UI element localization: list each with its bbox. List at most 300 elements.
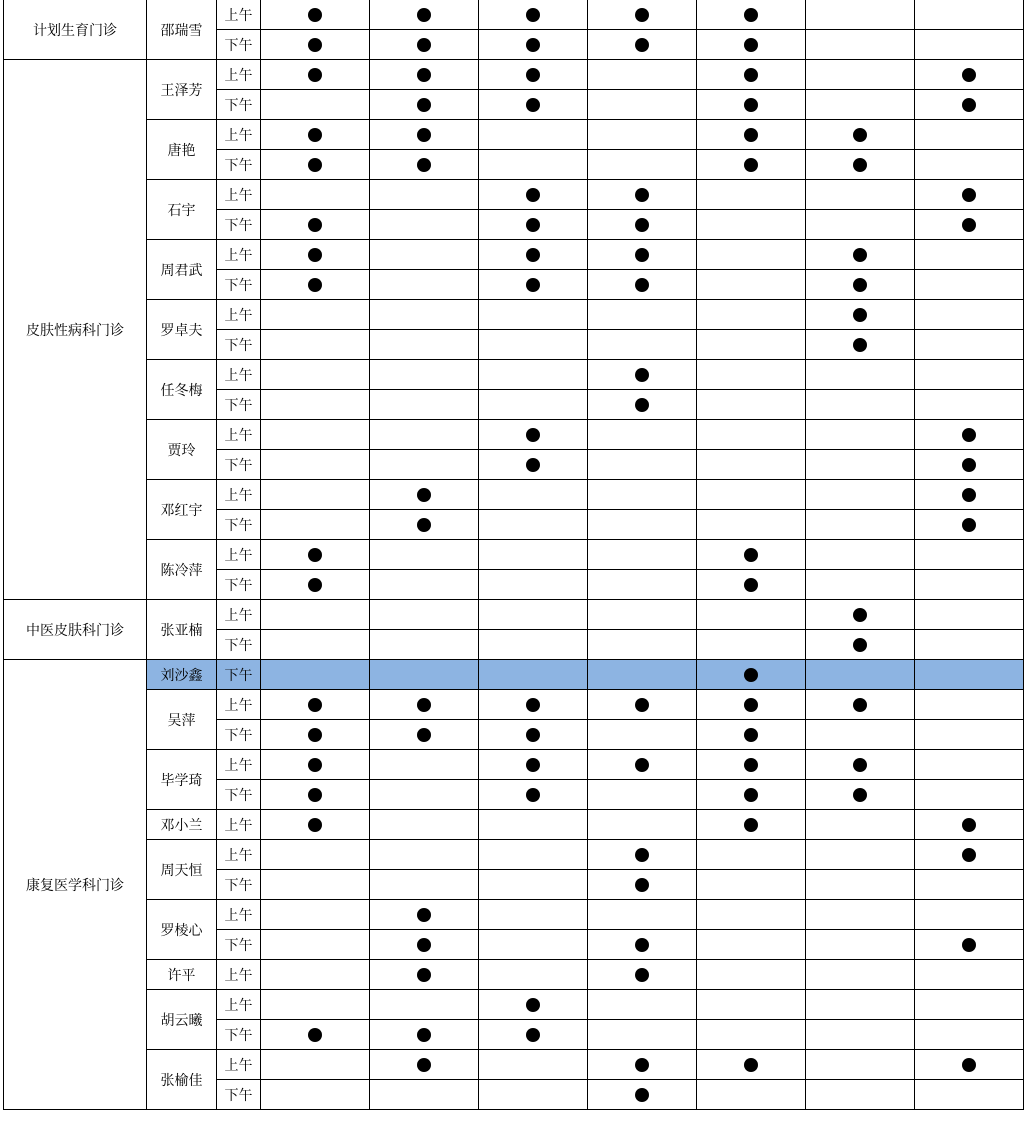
doctor-name-cell: 任冬梅	[147, 360, 217, 420]
slot-cell	[261, 330, 370, 360]
slot-cell	[261, 90, 370, 120]
filled-circle-icon	[526, 1028, 540, 1042]
filled-circle-icon	[526, 998, 540, 1012]
doctor-name-cell: 周天恒	[147, 840, 217, 900]
slot-cell	[806, 1080, 915, 1110]
slot-cell	[261, 930, 370, 960]
slot-cell	[479, 780, 588, 810]
slot-cell	[261, 690, 370, 720]
filled-circle-icon	[853, 788, 867, 802]
slot-cell	[261, 630, 370, 660]
slot-cell	[370, 120, 479, 150]
slot-cell	[588, 870, 697, 900]
slot-cell	[479, 810, 588, 840]
slot-cell	[479, 1050, 588, 1080]
doctor-name-cell: 刘沙鑫	[147, 660, 217, 690]
period-cell: 上午	[217, 600, 261, 630]
filled-circle-icon	[526, 728, 540, 742]
filled-circle-icon	[635, 278, 649, 292]
slot-cell	[479, 0, 588, 30]
department-cell: 计划生育门诊	[4, 0, 147, 60]
period-cell: 下午	[217, 510, 261, 540]
filled-circle-icon	[308, 818, 322, 832]
filled-circle-icon	[526, 278, 540, 292]
slot-cell	[915, 930, 1024, 960]
slot-cell	[806, 630, 915, 660]
slot-cell	[261, 1020, 370, 1050]
period-cell: 上午	[217, 480, 261, 510]
slot-cell	[588, 30, 697, 60]
slot-cell	[697, 570, 806, 600]
period-cell: 上午	[217, 750, 261, 780]
slot-cell	[588, 960, 697, 990]
slot-cell	[588, 720, 697, 750]
slot-cell	[915, 120, 1024, 150]
slot-cell	[588, 210, 697, 240]
filled-circle-icon	[853, 698, 867, 712]
slot-cell	[370, 150, 479, 180]
slot-cell	[588, 240, 697, 270]
filled-circle-icon	[308, 698, 322, 712]
period-cell: 下午	[217, 210, 261, 240]
slot-cell	[806, 960, 915, 990]
slot-cell	[370, 90, 479, 120]
slot-cell	[915, 630, 1024, 660]
slot-cell	[915, 90, 1024, 120]
slot-cell	[806, 720, 915, 750]
slot-cell	[806, 30, 915, 60]
doctor-name-cell: 石宇	[147, 180, 217, 240]
slot-cell	[915, 1080, 1024, 1110]
filled-circle-icon	[853, 338, 867, 352]
slot-cell	[915, 990, 1024, 1020]
slot-cell	[261, 270, 370, 300]
slot-cell	[479, 420, 588, 450]
slot-cell	[806, 540, 915, 570]
slot-cell	[479, 480, 588, 510]
slot-cell	[261, 900, 370, 930]
slot-cell	[697, 0, 806, 30]
slot-cell	[697, 1050, 806, 1080]
filled-circle-icon	[417, 38, 431, 52]
filled-circle-icon	[962, 188, 976, 202]
slot-cell	[915, 0, 1024, 30]
slot-cell	[806, 810, 915, 840]
slot-cell	[370, 0, 479, 30]
filled-circle-icon	[635, 1088, 649, 1102]
filled-circle-icon	[308, 788, 322, 802]
slot-cell	[261, 1080, 370, 1110]
filled-circle-icon	[308, 128, 322, 142]
slot-cell	[370, 870, 479, 900]
slot-cell	[806, 750, 915, 780]
slot-cell	[261, 0, 370, 30]
slot-cell	[697, 870, 806, 900]
slot-cell	[479, 330, 588, 360]
slot-cell	[479, 630, 588, 660]
doctor-name-cell: 邓小兰	[147, 810, 217, 840]
slot-cell	[479, 180, 588, 210]
slot-cell	[370, 960, 479, 990]
slot-cell	[479, 1020, 588, 1050]
table-row	[4, 360, 1024, 390]
slot-cell	[588, 480, 697, 510]
filled-circle-icon	[308, 218, 322, 232]
doctor-name-cell: 吴萍	[147, 690, 217, 750]
slot-cell	[697, 390, 806, 420]
period-cell: 上午	[217, 690, 261, 720]
filled-circle-icon	[308, 578, 322, 592]
table-row	[4, 180, 1024, 210]
filled-circle-icon	[308, 758, 322, 772]
filled-circle-icon	[308, 278, 322, 292]
slot-cell	[479, 30, 588, 60]
period-cell: 上午	[217, 960, 261, 990]
filled-circle-icon	[853, 758, 867, 772]
slot-cell	[261, 450, 370, 480]
period-cell: 上午	[217, 180, 261, 210]
filled-circle-icon	[417, 728, 431, 742]
table-row	[4, 600, 1024, 630]
filled-circle-icon	[526, 248, 540, 262]
filled-circle-icon	[526, 458, 540, 472]
slot-cell	[697, 810, 806, 840]
filled-circle-icon	[853, 308, 867, 322]
filled-circle-icon	[744, 158, 758, 172]
slot-cell	[697, 90, 806, 120]
slot-cell	[915, 480, 1024, 510]
slot-cell	[261, 510, 370, 540]
slot-cell	[479, 360, 588, 390]
filled-circle-icon	[962, 848, 976, 862]
table-row	[4, 540, 1024, 570]
slot-cell	[370, 750, 479, 780]
filled-circle-icon	[526, 68, 540, 82]
filled-circle-icon	[417, 908, 431, 922]
slot-cell	[915, 150, 1024, 180]
slot-cell	[588, 750, 697, 780]
filled-circle-icon	[635, 38, 649, 52]
filled-circle-icon	[635, 848, 649, 862]
filled-circle-icon	[308, 68, 322, 82]
schedule-table	[3, 0, 1024, 1110]
slot-cell	[915, 360, 1024, 390]
filled-circle-icon	[526, 788, 540, 802]
filled-circle-icon	[744, 668, 758, 682]
slot-cell	[370, 720, 479, 750]
table-row	[4, 480, 1024, 510]
slot-cell	[370, 390, 479, 420]
slot-cell	[697, 240, 806, 270]
slot-cell	[806, 300, 915, 330]
filled-circle-icon	[744, 98, 758, 112]
slot-cell	[588, 930, 697, 960]
slot-cell	[479, 960, 588, 990]
slot-cell	[915, 1020, 1024, 1050]
table-row	[4, 240, 1024, 270]
doctor-name-cell: 周君武	[147, 240, 217, 300]
filled-circle-icon	[635, 1058, 649, 1072]
filled-circle-icon	[744, 68, 758, 82]
slot-cell	[915, 660, 1024, 690]
slot-cell	[697, 150, 806, 180]
filled-circle-icon	[417, 68, 431, 82]
slot-cell	[479, 600, 588, 630]
slot-cell	[588, 990, 697, 1020]
slot-cell	[806, 780, 915, 810]
slot-cell	[697, 270, 806, 300]
slot-cell	[479, 900, 588, 930]
slot-cell	[588, 510, 697, 540]
period-cell: 上午	[217, 900, 261, 930]
slot-cell	[479, 240, 588, 270]
period-cell: 下午	[217, 870, 261, 900]
slot-cell	[588, 330, 697, 360]
filled-circle-icon	[417, 488, 431, 502]
slot-cell	[370, 480, 479, 510]
filled-circle-icon	[744, 578, 758, 592]
slot-cell	[479, 720, 588, 750]
slot-cell	[588, 0, 697, 30]
slot-cell	[370, 420, 479, 450]
table-row	[4, 300, 1024, 330]
period-cell: 上午	[217, 810, 261, 840]
filled-circle-icon	[744, 758, 758, 772]
slot-cell	[479, 840, 588, 870]
filled-circle-icon	[962, 428, 976, 442]
slot-cell	[588, 360, 697, 390]
filled-circle-icon	[853, 278, 867, 292]
table-row	[4, 660, 1024, 690]
slot-cell	[915, 420, 1024, 450]
period-cell: 下午	[217, 660, 261, 690]
slot-cell	[697, 180, 806, 210]
slot-cell	[479, 750, 588, 780]
slot-cell	[588, 120, 697, 150]
slot-cell	[370, 450, 479, 480]
filled-circle-icon	[635, 878, 649, 892]
filled-circle-icon	[635, 218, 649, 232]
period-cell: 上午	[217, 300, 261, 330]
filled-circle-icon	[962, 458, 976, 472]
slot-cell	[479, 570, 588, 600]
period-cell: 下午	[217, 30, 261, 60]
slot-cell	[370, 810, 479, 840]
slot-cell	[588, 840, 697, 870]
slot-cell	[261, 600, 370, 630]
slot-cell	[806, 360, 915, 390]
slot-cell	[806, 570, 915, 600]
slot-cell	[479, 60, 588, 90]
filled-circle-icon	[962, 488, 976, 502]
slot-cell	[370, 540, 479, 570]
filled-circle-icon	[526, 218, 540, 232]
period-cell: 上午	[217, 990, 261, 1020]
slot-cell	[588, 1020, 697, 1050]
slot-cell	[806, 330, 915, 360]
filled-circle-icon	[744, 1058, 758, 1072]
filled-circle-icon	[417, 518, 431, 532]
slot-cell	[370, 180, 479, 210]
filled-circle-icon	[308, 728, 322, 742]
period-cell: 下午	[217, 450, 261, 480]
filled-circle-icon	[417, 938, 431, 952]
doctor-name-cell: 王泽芳	[147, 60, 217, 120]
slot-cell	[261, 210, 370, 240]
slot-cell	[479, 210, 588, 240]
slot-cell	[588, 810, 697, 840]
slot-cell	[588, 390, 697, 420]
slot-cell	[479, 450, 588, 480]
slot-cell	[915, 960, 1024, 990]
slot-cell	[370, 360, 479, 390]
slot-cell	[261, 420, 370, 450]
filled-circle-icon	[962, 818, 976, 832]
filled-circle-icon	[962, 518, 976, 532]
filled-circle-icon	[744, 728, 758, 742]
filled-circle-icon	[417, 8, 431, 22]
filled-circle-icon	[744, 818, 758, 832]
slot-cell	[370, 630, 479, 660]
slot-cell	[806, 0, 915, 30]
slot-cell	[588, 1080, 697, 1110]
period-cell: 下午	[217, 90, 261, 120]
filled-circle-icon	[526, 698, 540, 712]
filled-circle-icon	[308, 248, 322, 262]
slot-cell	[697, 510, 806, 540]
slot-cell	[588, 420, 697, 450]
slot-cell	[915, 600, 1024, 630]
table-row	[4, 960, 1024, 990]
table-row	[4, 0, 1024, 30]
slot-cell	[915, 330, 1024, 360]
slot-cell	[806, 510, 915, 540]
filled-circle-icon	[526, 428, 540, 442]
slot-cell	[261, 780, 370, 810]
slot-cell	[588, 90, 697, 120]
doctor-name-cell: 陈冷萍	[147, 540, 217, 600]
slot-cell	[261, 180, 370, 210]
slot-cell	[915, 690, 1024, 720]
slot-cell	[806, 480, 915, 510]
slot-cell	[479, 150, 588, 180]
slot-cell	[370, 600, 479, 630]
slot-cell	[261, 120, 370, 150]
slot-cell	[479, 870, 588, 900]
filled-circle-icon	[962, 68, 976, 82]
slot-cell	[697, 960, 806, 990]
slot-cell	[915, 510, 1024, 540]
period-cell: 上午	[217, 1050, 261, 1080]
slot-cell	[915, 60, 1024, 90]
slot-cell	[261, 60, 370, 90]
slot-cell	[588, 540, 697, 570]
doctor-name-cell: 许平	[147, 960, 217, 990]
filled-circle-icon	[417, 1058, 431, 1072]
table-row	[4, 420, 1024, 450]
doctor-name-cell: 邓红宇	[147, 480, 217, 540]
slot-cell	[370, 270, 479, 300]
slot-cell	[806, 180, 915, 210]
slot-cell	[370, 330, 479, 360]
filled-circle-icon	[526, 758, 540, 772]
doctor-name-cell: 唐艳	[147, 120, 217, 180]
slot-cell	[697, 480, 806, 510]
period-cell: 上午	[217, 840, 261, 870]
slot-cell	[370, 30, 479, 60]
period-cell: 下午	[217, 270, 261, 300]
slot-cell	[370, 930, 479, 960]
slot-cell	[261, 720, 370, 750]
slot-cell	[697, 60, 806, 90]
slot-cell	[261, 810, 370, 840]
slot-cell	[261, 360, 370, 390]
period-cell: 下午	[217, 780, 261, 810]
slot-cell	[261, 660, 370, 690]
slot-cell	[697, 780, 806, 810]
filled-circle-icon	[744, 128, 758, 142]
period-cell: 下午	[217, 1020, 261, 1050]
slot-cell	[479, 930, 588, 960]
table-row	[4, 840, 1024, 870]
period-cell: 下午	[217, 150, 261, 180]
slot-cell	[588, 180, 697, 210]
slot-cell	[806, 270, 915, 300]
slot-cell	[588, 270, 697, 300]
slot-cell	[697, 840, 806, 870]
slot-cell	[697, 1020, 806, 1050]
slot-cell	[697, 600, 806, 630]
slot-cell	[806, 690, 915, 720]
filled-circle-icon	[635, 368, 649, 382]
period-cell: 下午	[217, 390, 261, 420]
table-row	[4, 690, 1024, 720]
period-cell: 上午	[217, 240, 261, 270]
slot-cell	[588, 900, 697, 930]
slot-cell	[915, 780, 1024, 810]
filled-circle-icon	[526, 8, 540, 22]
slot-cell	[370, 1050, 479, 1080]
slot-cell	[806, 240, 915, 270]
filled-circle-icon	[526, 38, 540, 52]
slot-cell	[806, 120, 915, 150]
doctor-name-cell: 张榆佳	[147, 1050, 217, 1110]
department-cell: 皮肤性病科门诊	[4, 60, 147, 600]
slot-cell	[261, 960, 370, 990]
slot-cell	[697, 660, 806, 690]
slot-cell	[915, 390, 1024, 420]
slot-cell	[370, 840, 479, 870]
filled-circle-icon	[962, 1058, 976, 1072]
slot-cell	[588, 690, 697, 720]
filled-circle-icon	[853, 248, 867, 262]
slot-cell	[915, 570, 1024, 600]
period-cell: 上午	[217, 420, 261, 450]
filled-circle-icon	[417, 968, 431, 982]
slot-cell	[261, 390, 370, 420]
table-row	[4, 1050, 1024, 1080]
slot-cell	[915, 840, 1024, 870]
slot-cell	[479, 90, 588, 120]
slot-cell	[915, 240, 1024, 270]
period-cell: 下午	[217, 930, 261, 960]
slot-cell	[370, 780, 479, 810]
slot-cell	[261, 840, 370, 870]
filled-circle-icon	[853, 158, 867, 172]
slot-cell	[588, 150, 697, 180]
slot-cell	[261, 240, 370, 270]
filled-circle-icon	[635, 398, 649, 412]
